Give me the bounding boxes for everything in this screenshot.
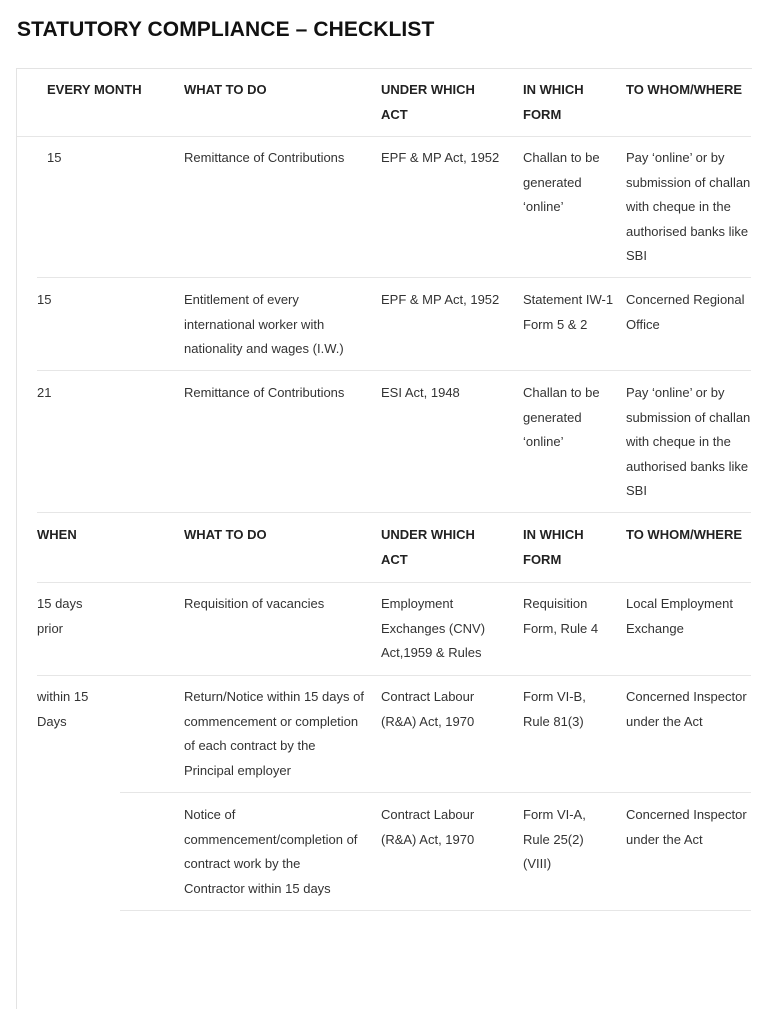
row-divider xyxy=(17,136,751,137)
header-under-which-act: UNDER WHICH ACT xyxy=(381,527,475,567)
header-every-month: EVERY MONTH xyxy=(47,82,142,97)
table-cell-act: EPF & MP Act, 1952 xyxy=(381,150,500,165)
header-to-whom-where: TO WHOM/WHERE xyxy=(626,527,743,542)
row-divider xyxy=(120,792,751,793)
header-to-whom-where: TO WHOM/WHERE xyxy=(626,82,743,97)
table-cell-when: 21 xyxy=(37,385,52,400)
table-cell-when: 15 xyxy=(47,150,62,165)
table-cell-what: Remittance of Contributions xyxy=(184,385,345,400)
header-under-which-act: UNDER WHICH ACT xyxy=(381,82,475,122)
table-cell-what: Requisition of vacancies xyxy=(184,596,325,611)
table-cell-whom: Concerned Inspector under the Act xyxy=(626,807,747,847)
table-cell-act: Contract Labour (R&A) Act, 1970 xyxy=(381,807,475,847)
row-divider xyxy=(120,910,751,911)
table-cell-what: Entitlement of every international worker with nationality and wages (I.W.) xyxy=(184,292,344,356)
header-when: WHEN xyxy=(37,527,77,542)
table-cell-whom: Concerned Inspector under the Act xyxy=(626,689,747,729)
page-title: STATUTORY COMPLIANCE – CHECKLIST xyxy=(17,18,435,41)
table-cell-form: Form VI-A, Rule 25(2)(VIII) xyxy=(523,807,586,871)
table-cell-whom: Pay ‘online’ or by submission of challan with cheque in the authorised banks like SBI xyxy=(626,150,751,263)
table-cell-whom: Pay ‘online’ or by submission of challan with cheque in the authorised banks like SBI xyxy=(626,385,751,498)
header-what-to-do: WHAT TO DO xyxy=(184,82,267,97)
row-divider xyxy=(37,512,751,513)
row-divider xyxy=(37,277,751,278)
table-cell-whom: Concerned Regional Office xyxy=(626,292,745,332)
table-cell-form: Statement IW-1 Form 5 & 2 xyxy=(523,292,614,332)
row-divider xyxy=(37,582,751,583)
row-divider xyxy=(37,370,751,371)
table-cell-what: Remittance of Contributions xyxy=(184,150,345,165)
table-cell-what: Notice of commencement/completion of contract work by the Contractor within 15 days xyxy=(184,807,358,896)
table-cell-what: Return/Notice within 15 days of commencement or completion of each contract by the Principal employer xyxy=(184,689,364,778)
table-cell-form: Challan to be generated ‘online’ xyxy=(523,150,600,214)
table-cell-whom: Local Employment Exchange xyxy=(626,596,733,636)
table-cell-when: 15 xyxy=(37,292,52,307)
header-in-which-form: IN WHICH FORM xyxy=(523,82,584,122)
table-cell-act: Contract Labour (R&A) Act, 1970 xyxy=(381,689,475,729)
table-cell-when: within 15 Days xyxy=(37,689,89,729)
table-cell-form: Requisition Form, Rule 4 xyxy=(523,596,599,636)
table-cell-act: ESI Act, 1948 xyxy=(381,385,460,400)
table-cell-act: Employment Exchanges (CNV) Act,1959 & Rules xyxy=(381,596,486,660)
row-divider xyxy=(37,675,751,676)
header-what-to-do: WHAT TO DO xyxy=(184,527,267,542)
table-cell-form: Challan to be generated ‘online’ xyxy=(523,385,600,449)
table-cell-act: EPF & MP Act, 1952 xyxy=(381,292,500,307)
table-cell-when: 15 days prior xyxy=(37,596,83,636)
table-cell-form: Form VI-B, Rule 81(3) xyxy=(523,689,586,729)
header-in-which-form: IN WHICH FORM xyxy=(523,527,584,567)
